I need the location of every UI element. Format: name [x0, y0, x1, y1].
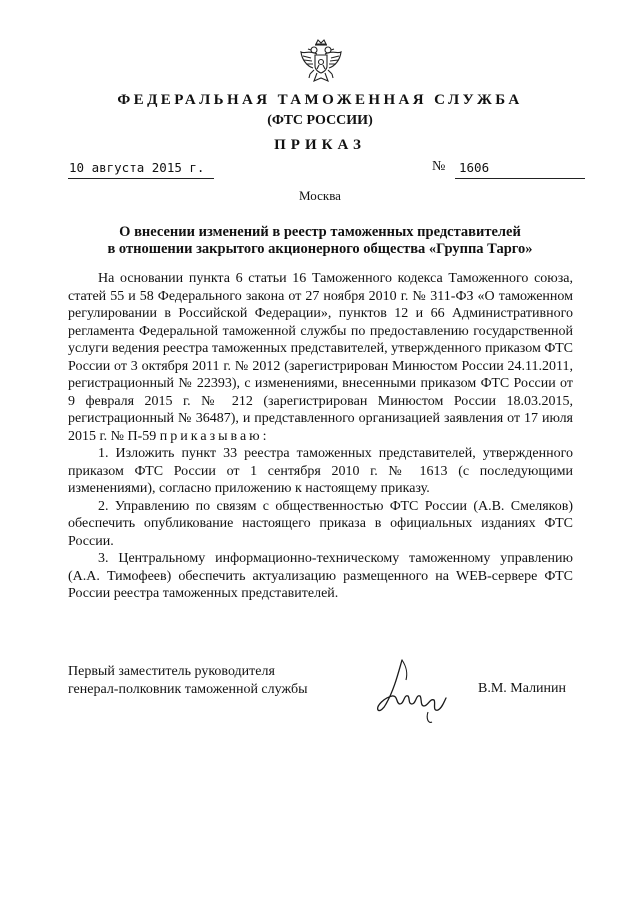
order-title — [70, 224, 570, 258]
document-type: ПРИКАЗ — [274, 137, 366, 153]
preamble-paragraph — [68, 270, 573, 445]
order-date: 10 августа 2015 г. — [69, 160, 205, 175]
handwritten-signature-icon — [372, 652, 452, 727]
title-line-2: в отношении закрытого акционерного общества «Группа Тарго» — [107, 241, 533, 257]
agency-abbreviation: (ФТС РОССИИ) — [267, 113, 373, 128]
number-label: № — [432, 159, 446, 174]
preamble-text: На основании пункта 6 статьи 16 Таможенного кодекса Таможенного союза, статей 55 и 58 Федерального закона от 27 ноября 2010 г. № 311-ФЗ «О таможенном регулировании в Российской Федерации», пунктов 12 и 66 Административного регламента Федеральной таможенной службы по предоставлению государственной услуги ведения реестра таможенных представителей, утвержденного приказом ФТС России от 3 октября 2011 г. № 2012 (зарегистрирован Минюстом России 24.11.2011, регистрационный № 22393), с изменениями, внесенными приказом ФТС России от 9 февраля 2015 г. № 212 (зарегистрирован Минюстом России 18.03.2015, регистрационный № 36487), и представленного организацией заявления от 17 июля 2015 г. № П-59 — [68, 271, 573, 444]
number-field — [455, 160, 585, 179]
signer-position-line-1: Первый заместитель руководителя — [68, 664, 275, 679]
signer-name: В.М. Малинин — [478, 681, 567, 696]
directive-word: приказываю: — [159, 428, 270, 444]
agency-name: ФЕДЕРАЛЬНАЯ ТАМОЖЕННАЯ СЛУЖБА — [117, 92, 523, 108]
signer-position — [68, 663, 307, 699]
order-body — [68, 270, 573, 603]
item-3: 3. Центральному информационно-техническому таможенному управлению (А.А. Тимофеев) обеспечить актуализацию размещенного на WEB-сервере ФТС России реестра таможенных представителей. — [68, 551, 573, 601]
date-field — [68, 160, 214, 179]
title-line-1: О внесении изменений в реестр таможенных представителей — [119, 224, 521, 240]
item-1: 1. Изложить пункт 33 реестра таможенных представителей, утвержденного приказом ФТС России от 1 сентября 2010 г. № 1613 (с последующими изменениями), согласно приложению к настоящему приказу. — [68, 446, 573, 496]
order-number: 1606 — [459, 160, 490, 175]
city: Москва — [299, 188, 341, 203]
signer-position-line-2: генерал-полковник таможенной службы — [68, 682, 308, 697]
item-2: 2. Управлению по связям с общественностью ФТС России (А.В. Смеляков) обеспечить опубликование настоящего приказа в официальных изданиях ФТС России. — [68, 498, 573, 549]
double-headed-eagle-emblem-icon — [299, 38, 343, 88]
